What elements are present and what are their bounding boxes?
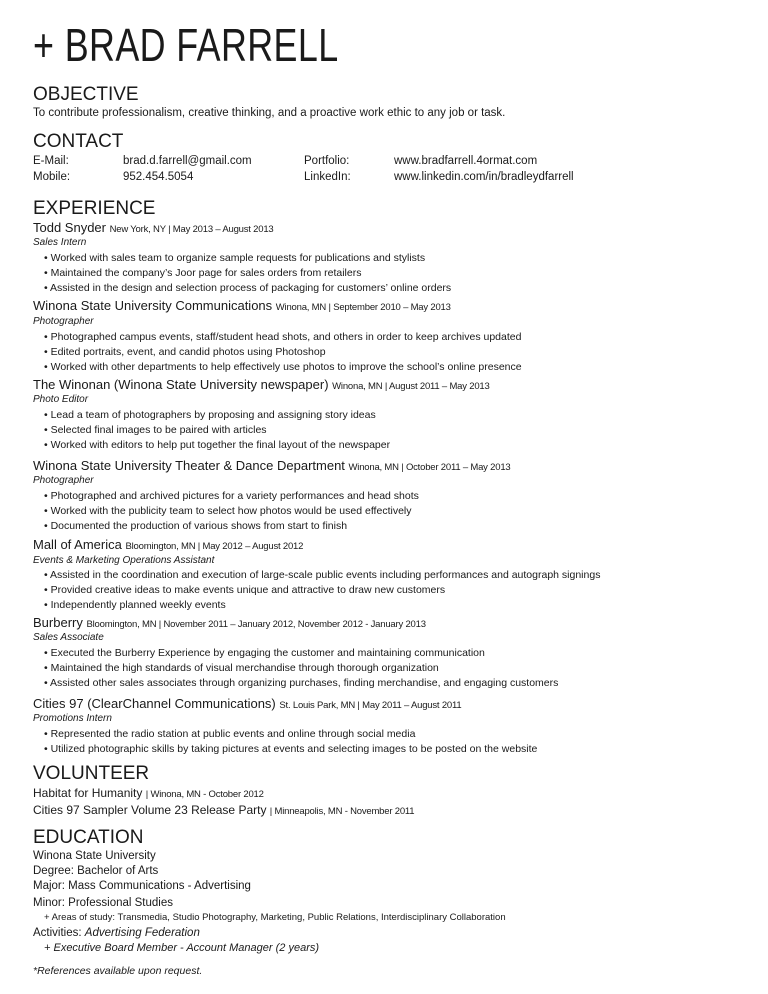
email-label: E-Mail: bbox=[33, 155, 69, 167]
volunteer-item: Habitat for Humanity | Winona, MN - October 2012 bbox=[33, 786, 264, 800]
volunteer-meta: | Winona, MN - October 2012 bbox=[145, 789, 264, 800]
job-bullet: • Worked with the publicity team to select how photos would be used effectively bbox=[44, 504, 412, 518]
job-bullet: • Worked with sales team to organize sample requests for publications and stylists bbox=[44, 251, 425, 265]
references-note: *References available upon request. bbox=[33, 965, 203, 977]
minor-row: Minor: Professional Studies bbox=[33, 897, 173, 909]
job-role: Sales Associate bbox=[33, 632, 104, 643]
job-org: Cities 97 (ClearChannel Communications) St. Louis Park, MN | May 2011 – August 2011 bbox=[33, 696, 462, 711]
mobile-label: Mobile: bbox=[33, 171, 71, 183]
experience-heading: EXPERIENCE bbox=[33, 198, 156, 219]
areas-of-study: + Areas of study: Transmedia, Studio Photography, Marketing, Public Relations, Interdisciplinary Collaboration bbox=[44, 912, 506, 923]
job-org: Todd Snyder New York, NY | May 2013 – August 2013 bbox=[33, 220, 274, 235]
portfolio-label: Portfolio: bbox=[304, 155, 350, 167]
job-role: Sales Intern bbox=[33, 237, 87, 248]
job-bullet: • Executed the Burberry Experience by engaging the customer and maintaining communication bbox=[44, 646, 485, 660]
major-row: Major: Mass Communications - Advertising bbox=[33, 880, 251, 892]
job-bullet: • Photographed and archived pictures for a variety performances and head shots bbox=[44, 489, 419, 503]
mobile-value: 952.454.5054 bbox=[123, 171, 194, 183]
job-bullet: • Edited portraits, event, and candid photos using Photoshop bbox=[44, 345, 326, 359]
activities-row: Activities: Advertising Federation bbox=[33, 927, 200, 939]
linkedin-value[interactable]: www.linkedin.com/in/bradleydfarrell bbox=[394, 171, 574, 183]
resume-name: + BRAD FARRELL bbox=[33, 19, 339, 71]
objective-text: To contribute professionalism, creative thinking, and a proactive work ethic to any job or task. bbox=[33, 107, 506, 119]
job-org: The Winonan (Winona State University newspaper) Winona, MN | August 2011 – May 2013 bbox=[33, 377, 490, 392]
job-bullet: • Assisted other sales associates through organizing purchases, finding merchandise, and engaging customers bbox=[44, 676, 558, 690]
linkedin-label: LinkedIn: bbox=[304, 171, 351, 183]
email-value[interactable]: brad.d.farrell@gmail.com bbox=[123, 155, 252, 167]
objective-heading: OBJECTIVE bbox=[33, 84, 139, 105]
job-bullet: • Lead a team of photographers by proposing and assigning story ideas bbox=[44, 408, 376, 422]
job-bullet: • Independently planned weekly events bbox=[44, 598, 226, 612]
job-bullet: • Maintained the company’s Joor page for sales orders from retailers bbox=[44, 266, 361, 280]
job-org: Mall of America Bloomington, MN | May 2012 – August 2012 bbox=[33, 537, 304, 552]
volunteer-heading: VOLUNTEER bbox=[33, 763, 150, 784]
job-role: Photo Editor bbox=[33, 394, 89, 405]
job-bullet: • Represented the radio station at public events and online through social media bbox=[44, 727, 415, 741]
job-meta: Winona, MN | August 2011 – May 2013 bbox=[332, 381, 490, 392]
job-role: Photographer bbox=[33, 475, 94, 486]
job-bullet: • Worked with editors to help put together the final layout of the newspaper bbox=[44, 438, 390, 452]
job-bullet: • Maintained the high standards of visual merchandise through thorough organization bbox=[44, 661, 439, 675]
job-meta: Bloomington, MN | May 2012 – August 2012 bbox=[125, 541, 304, 552]
job-role: Events & Marketing Operations Assistant bbox=[33, 555, 215, 566]
volunteer-item: Cities 97 Sampler Volume 23 Release Party | Minneapolis, MN - November 2011 bbox=[33, 803, 415, 817]
job-bullet: • Documented the production of various shows from start to finish bbox=[44, 519, 347, 533]
job-meta: Winona, MN | October 2011 – May 2013 bbox=[348, 462, 511, 473]
volunteer-meta: | Minneapolis, MN - November 2011 bbox=[269, 806, 415, 817]
education-heading: EDUCATION bbox=[33, 827, 144, 848]
job-org: Winona State University Communications Winona, MN | September 2010 – May 2013 bbox=[33, 298, 451, 313]
job-role: Photographer bbox=[33, 316, 94, 327]
job-bullet: • Utilized photographic skills by taking pictures at events and selecting images to be posted on the website bbox=[44, 742, 537, 756]
portfolio-value[interactable]: www.bradfarrell.4ormat.com bbox=[394, 155, 538, 167]
job-meta: Bloomington, MN | November 2011 – January 2012, November 2012 - January 2013 bbox=[86, 619, 426, 630]
job-bullet: • Worked with other departments to help effectively use photos to improve the school’s online presence bbox=[44, 360, 522, 374]
activity-detail: + Executive Board Member - Account Manager (2 years) bbox=[44, 942, 320, 954]
contact-heading: CONTACT bbox=[33, 131, 124, 152]
job-bullet: • Selected final images to be paired with articles bbox=[44, 423, 267, 437]
job-bullet: • Assisted in the coordination and execution of large-scale public events including performances and autograph signings bbox=[44, 568, 600, 582]
job-meta: St. Louis Park, MN | May 2011 – August 2011 bbox=[279, 700, 462, 711]
job-bullet: • Assisted in the design and selection process of packaging for customers’ online orders bbox=[44, 281, 451, 295]
degree-row: Degree: Bachelor of Arts bbox=[33, 865, 159, 877]
job-bullet: • Photographed campus events, staff/student head shots, and others in order to keep archives updated bbox=[44, 330, 521, 344]
job-meta: New York, NY | May 2013 – August 2013 bbox=[109, 224, 274, 235]
job-role: Promotions Intern bbox=[33, 713, 112, 724]
school-name: Winona State University bbox=[33, 850, 156, 862]
job-org: Winona State University Theater & Dance Department Winona, MN | October 2011 – May 2013 bbox=[33, 458, 511, 473]
job-org: Burberry Bloomington, MN | November 2011 – January 2012, November 2012 - January 2013 bbox=[33, 615, 426, 630]
job-meta: Winona, MN | September 2010 – May 2013 bbox=[275, 302, 451, 313]
job-bullet: • Provided creative ideas to make events unique and attractive to draw new customers bbox=[44, 583, 445, 597]
